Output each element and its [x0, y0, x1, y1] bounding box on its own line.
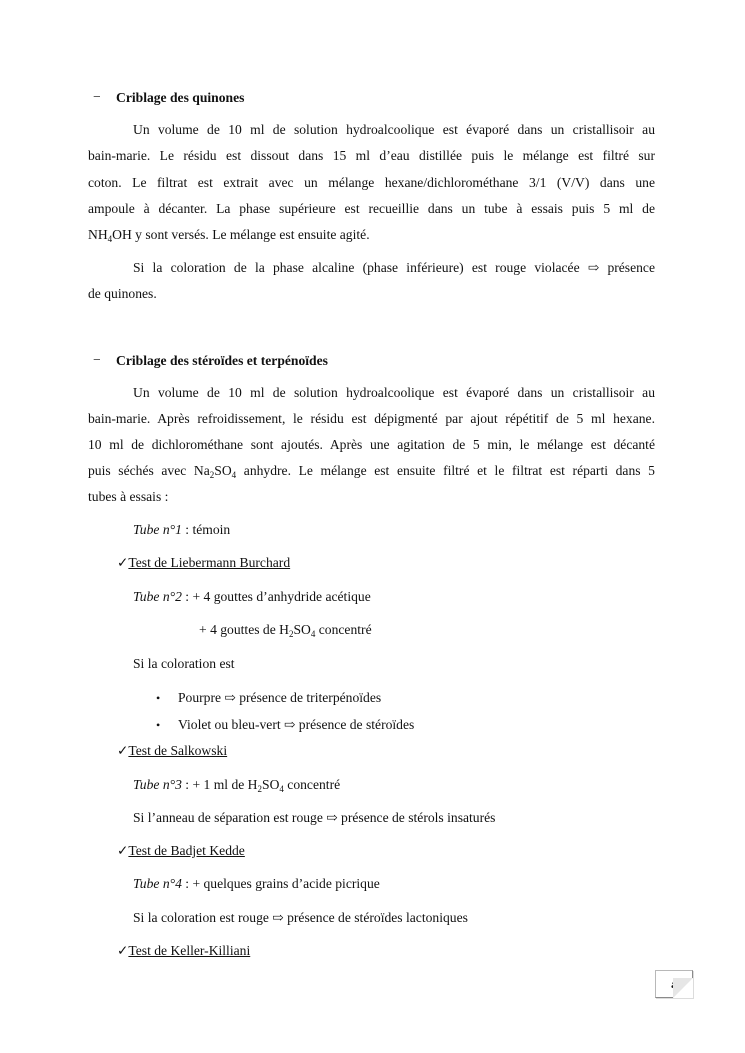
check-icon: ✓ — [117, 555, 129, 570]
paragraph-line: puis séchés avec $Na_2SO_4$ anhydre. Le mélange est ensuite filtré et le filtrat est réparti dans 5 — [88, 463, 655, 480]
section-title-quinones: Criblage des quinones — [116, 90, 245, 105]
test-liebermann: ✓Test de Liebermann Burchard — [117, 555, 291, 570]
test-keller-killiani: ✓Test de Keller-Killiani — [117, 943, 251, 958]
paragraph-line: 10 ml de dichlorométhane sont ajoutés. Après une agitation de 5 min, le mélange est décanté — [88, 437, 655, 452]
heading-dash: − — [93, 352, 101, 367]
condition-line: Si l’anneau de séparation est rouge ⇨ présence de stérols insaturés — [133, 810, 496, 825]
condition-line: Si la coloration est rouge ⇨ présence de stéroïdes lactoniques — [133, 910, 468, 925]
bullet-icon: • — [156, 718, 161, 732]
page-number: a — [655, 970, 693, 998]
check-icon: ✓ — [117, 943, 129, 958]
check-icon: ✓ — [117, 843, 129, 858]
list-item: Pourpre ⇨ présence de triterpénoïdes — [178, 690, 382, 705]
paragraph-line: bain-marie. Après refroidissement, le résidu est dépigmenté par ajout répétitif de 5 ml hexane. — [88, 411, 655, 426]
tube-1-line: Tube n°1 : témoin — [133, 522, 231, 537]
paragraph-line: ampoule à décanter. La phase supérieure est recueillie dans un tube à essais puis 5 ml de — [88, 201, 655, 216]
check-icon: ✓ — [117, 743, 129, 758]
tube-2-line: Tube n°2 : + 4 gouttes d’anhydride acétique — [133, 589, 371, 604]
tube-3-line: Tube n°3 : + 1 ml de $H_2SO_4$ concentré — [133, 777, 341, 794]
reagent-line: + 4 gouttes de $H_2SO_4$ concentré — [199, 622, 372, 639]
paragraph-line: bain-marie. Le résidu est dissout dans 15 ml d’eau distillée puis le mélange est filtré sur — [88, 148, 655, 163]
paragraph-line: de quinones. — [88, 286, 157, 301]
page-fold-icon — [673, 978, 693, 998]
list-item: Violet ou bleu-vert ⇨ présence de stéroïdes — [178, 717, 415, 732]
paragraph-line: Un volume de 10 ml de solution hydroalcoolique est évaporé dans un cristallisoir au — [133, 122, 655, 137]
condition-line: Si la coloration est — [133, 656, 235, 671]
test-badjet-kedde: ✓Test de Badjet Kedde — [117, 843, 245, 858]
test-salkowski: ✓Test de Salkowski — [117, 743, 228, 758]
heading-dash: − — [93, 89, 101, 104]
section-title-steroides: Criblage des stéroïdes et terpénoïdes — [116, 353, 328, 368]
tube-4-line: Tube n°4 : + quelques grains d’acide picrique — [133, 876, 380, 891]
paragraph-line: Un volume de 10 ml de solution hydroalcoolique est évaporé dans un cristallisoir au — [133, 385, 655, 400]
bullet-icon: • — [156, 691, 161, 705]
paragraph-line: tubes à essais : — [88, 489, 169, 504]
paragraph-line: Si la coloration de la phase alcaline (phase inférieure) est rouge violacée ⇨ présence — [133, 260, 655, 275]
paragraph-line: coton. Le filtrat est extrait avec un mélange hexane/dichlorométhane 3/1 (V/V) dans une — [88, 175, 655, 190]
paragraph-line: $NH_4OH$ y sont versés. Le mélange est ensuite agité. — [88, 227, 370, 244]
